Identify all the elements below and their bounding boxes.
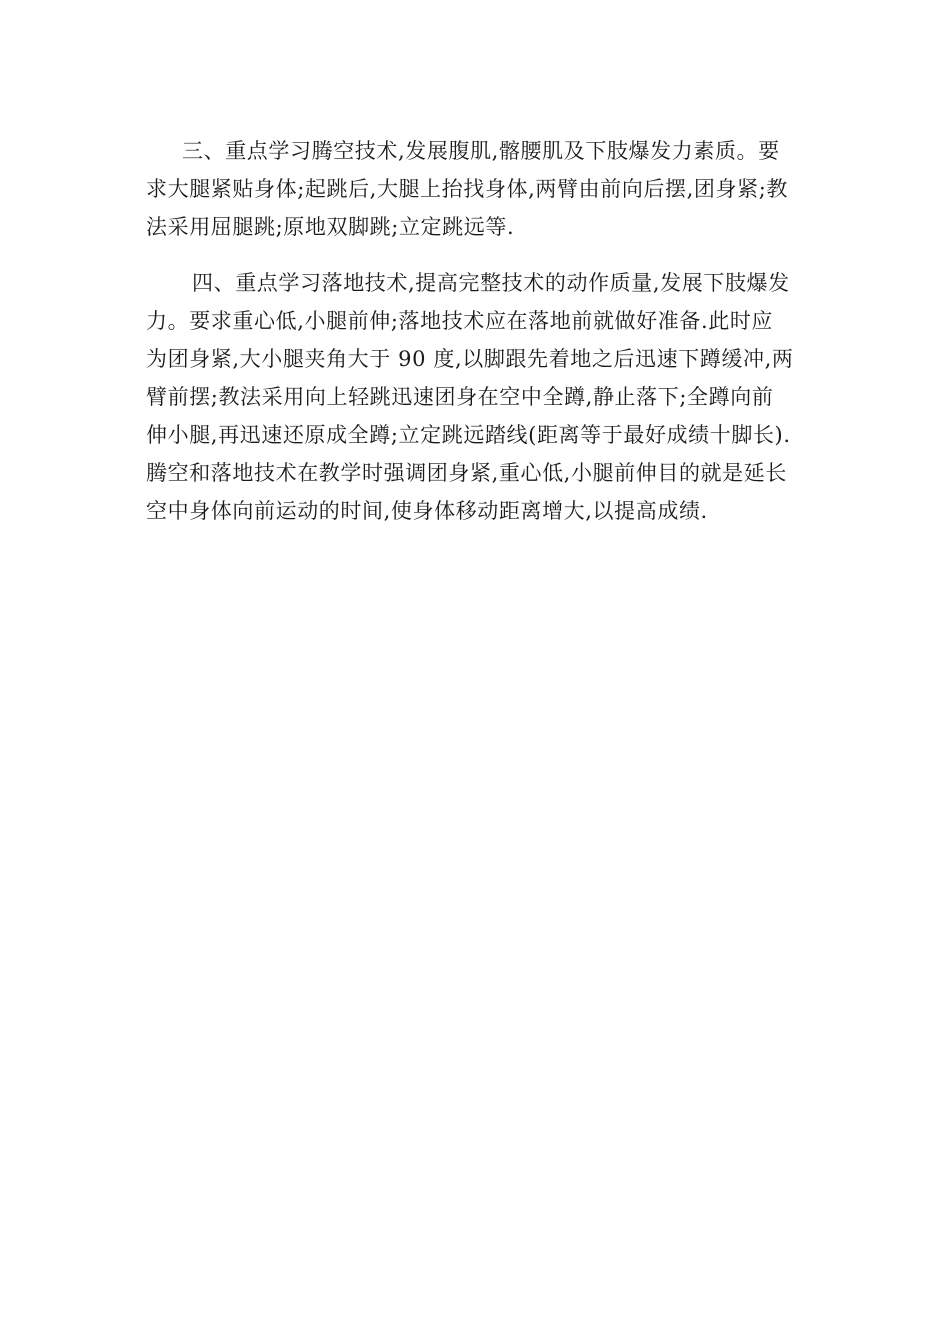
text-line: 为团身紧,大小腿夹角大于 90 度,以脚跟先着地之后迅速下蹲缓冲,两 [146,347,794,371]
paragraph-landing-technique [146,264,816,530]
text-line: 伸小腿,再迅速还原成全蹲;立定跳远踏线(距离等于最好成绩十脚长). [146,423,791,447]
text-line: 四、重点学习落地技术,提高完整技术的动作质量,发展下肢爆发 [192,271,790,295]
text-line: 臂前摆;教法采用向上轻跳迅速团身在空中全蹲,静止落下;全蹲向前 [146,385,774,409]
text-line: 腾空和落地技术在教学时强调团身紧,重心低,小腿前伸目的就是延长 [146,461,787,485]
document-body [146,132,816,530]
paragraph-spacer [146,246,816,264]
text-line: 求大腿紧贴身体;起跳后,大腿上抬找身体,两臂由前向后摆,团身紧;教 [146,177,788,201]
text-line: 法采用屈腿跳;原地双脚跳;立定跳远等. [146,215,515,239]
text-line: 空中身体向前运动的时间,使身体移动距离增大,以提高成绩. [146,499,708,523]
paragraph-takeoff-technique [146,132,816,246]
text-line: 力。要求重心低,小腿前伸;落地技术应在落地前就做好准备.此时应 [146,309,774,333]
text-line: 三、重点学习腾空技术,发展腹肌,髂腰肌及下肢爆发力素质。要 [182,139,780,163]
